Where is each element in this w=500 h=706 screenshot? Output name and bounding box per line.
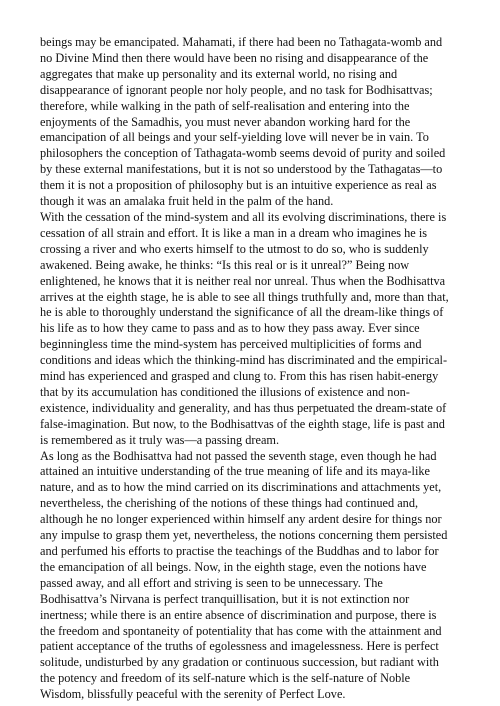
- paragraph-1: beings may be emancipated. Mahamati, if there had been no Tathagata-womb and no Divine Mind then there would have been no rising and disappearance of the aggregates that make up personality and its external world, no rising and disappearance of ignorant people nor holy people, and no task for Bodhisattvas; therefore, while walking in the path of self-realisation and entering into the enjoyments of the Samadhis, you must never abandon working hard for the emancipation of all beings and your self-yielding love will never be in vain. To philosophers the conception of Tathagata-womb seems devoid of purity and soiled by these external manifestations, but it is not so understood by the Tathagatas—to them it is not a proposition of philosophy but is an intuitive experience as real as though it was an amalaka fruit held in the palm of the hand.: [40, 35, 446, 209]
- document-page: [40, 35, 468, 703]
- paragraph-3: As long as the Bodhisattva had not passed the seventh stage, even though he had attained an intuitive understanding of the true meaning of life and its maya-like nature, and as to how the mind carried on its discriminations and attachments yet, nevertheless, the cherishing of the notions of these things had continued and, although he no longer experienced within himself any ardent desire for things nor any impulse to grasp them yet, nevertheless, the notions concerning them persisted and perfumed his efforts to practise the teachings of the Buddhas and to labor for the emancipation of all beings. Now, in the eighth stage, even the notions have passed away, and all effort and striving is seen to be unnecessary. The Bodhisattva’s Nirvana is perfect tranquillisation, but it is not extinction nor inertness; while there is an entire absence of discrimination and purpose, there is the freedom and spontaneity of potentiality that has come with the attainment and patient acceptance of the truths of egolessness and imagelessness. Here is perfect solitude, undisturbed by any gradation or continuous succession, but radiant with the potency and freedom of its self-nature which is the self-nature of Noble Wisdom, blissfully peaceful with the serenity of Perfect Love.: [40, 448, 448, 702]
- paragraph-2: With the cessation of the mind-system and all its evolving discriminations, there is cessation of all strain and effort. It is like a man in a dream who imagines he is crossing a river and who exerts himself to the utmost to do so, who is suddenly awakened. Being awake, he thinks: “Is this real or is it unreal?” Being now enlightened, he knows that it is neither real nor unreal. Thus when the Bodhisattva arrives at the eighth stage, he is able to see all things truthfully and, more than that, he is able to thoroughly understand the significance of all the dream-like things of his life as to how they came to pass and as to how they pass away. Ever since beginningless time the mind-system has perceived multiplicities of forms and conditions and ideas which the thinking-mind has discriminated and the empirical- mind has experienced and grasped and clung to. From this has risen habit-energy that by its accumulation has conditioned the illusions of existence and non- existence, individuality and generality, and has thus perpetuated the dream-state of false-imagination. But now, to the Bodhisattvas of the eighth stage, life is past and is remembered as it truly was—a passing dream.: [40, 209, 449, 447]
